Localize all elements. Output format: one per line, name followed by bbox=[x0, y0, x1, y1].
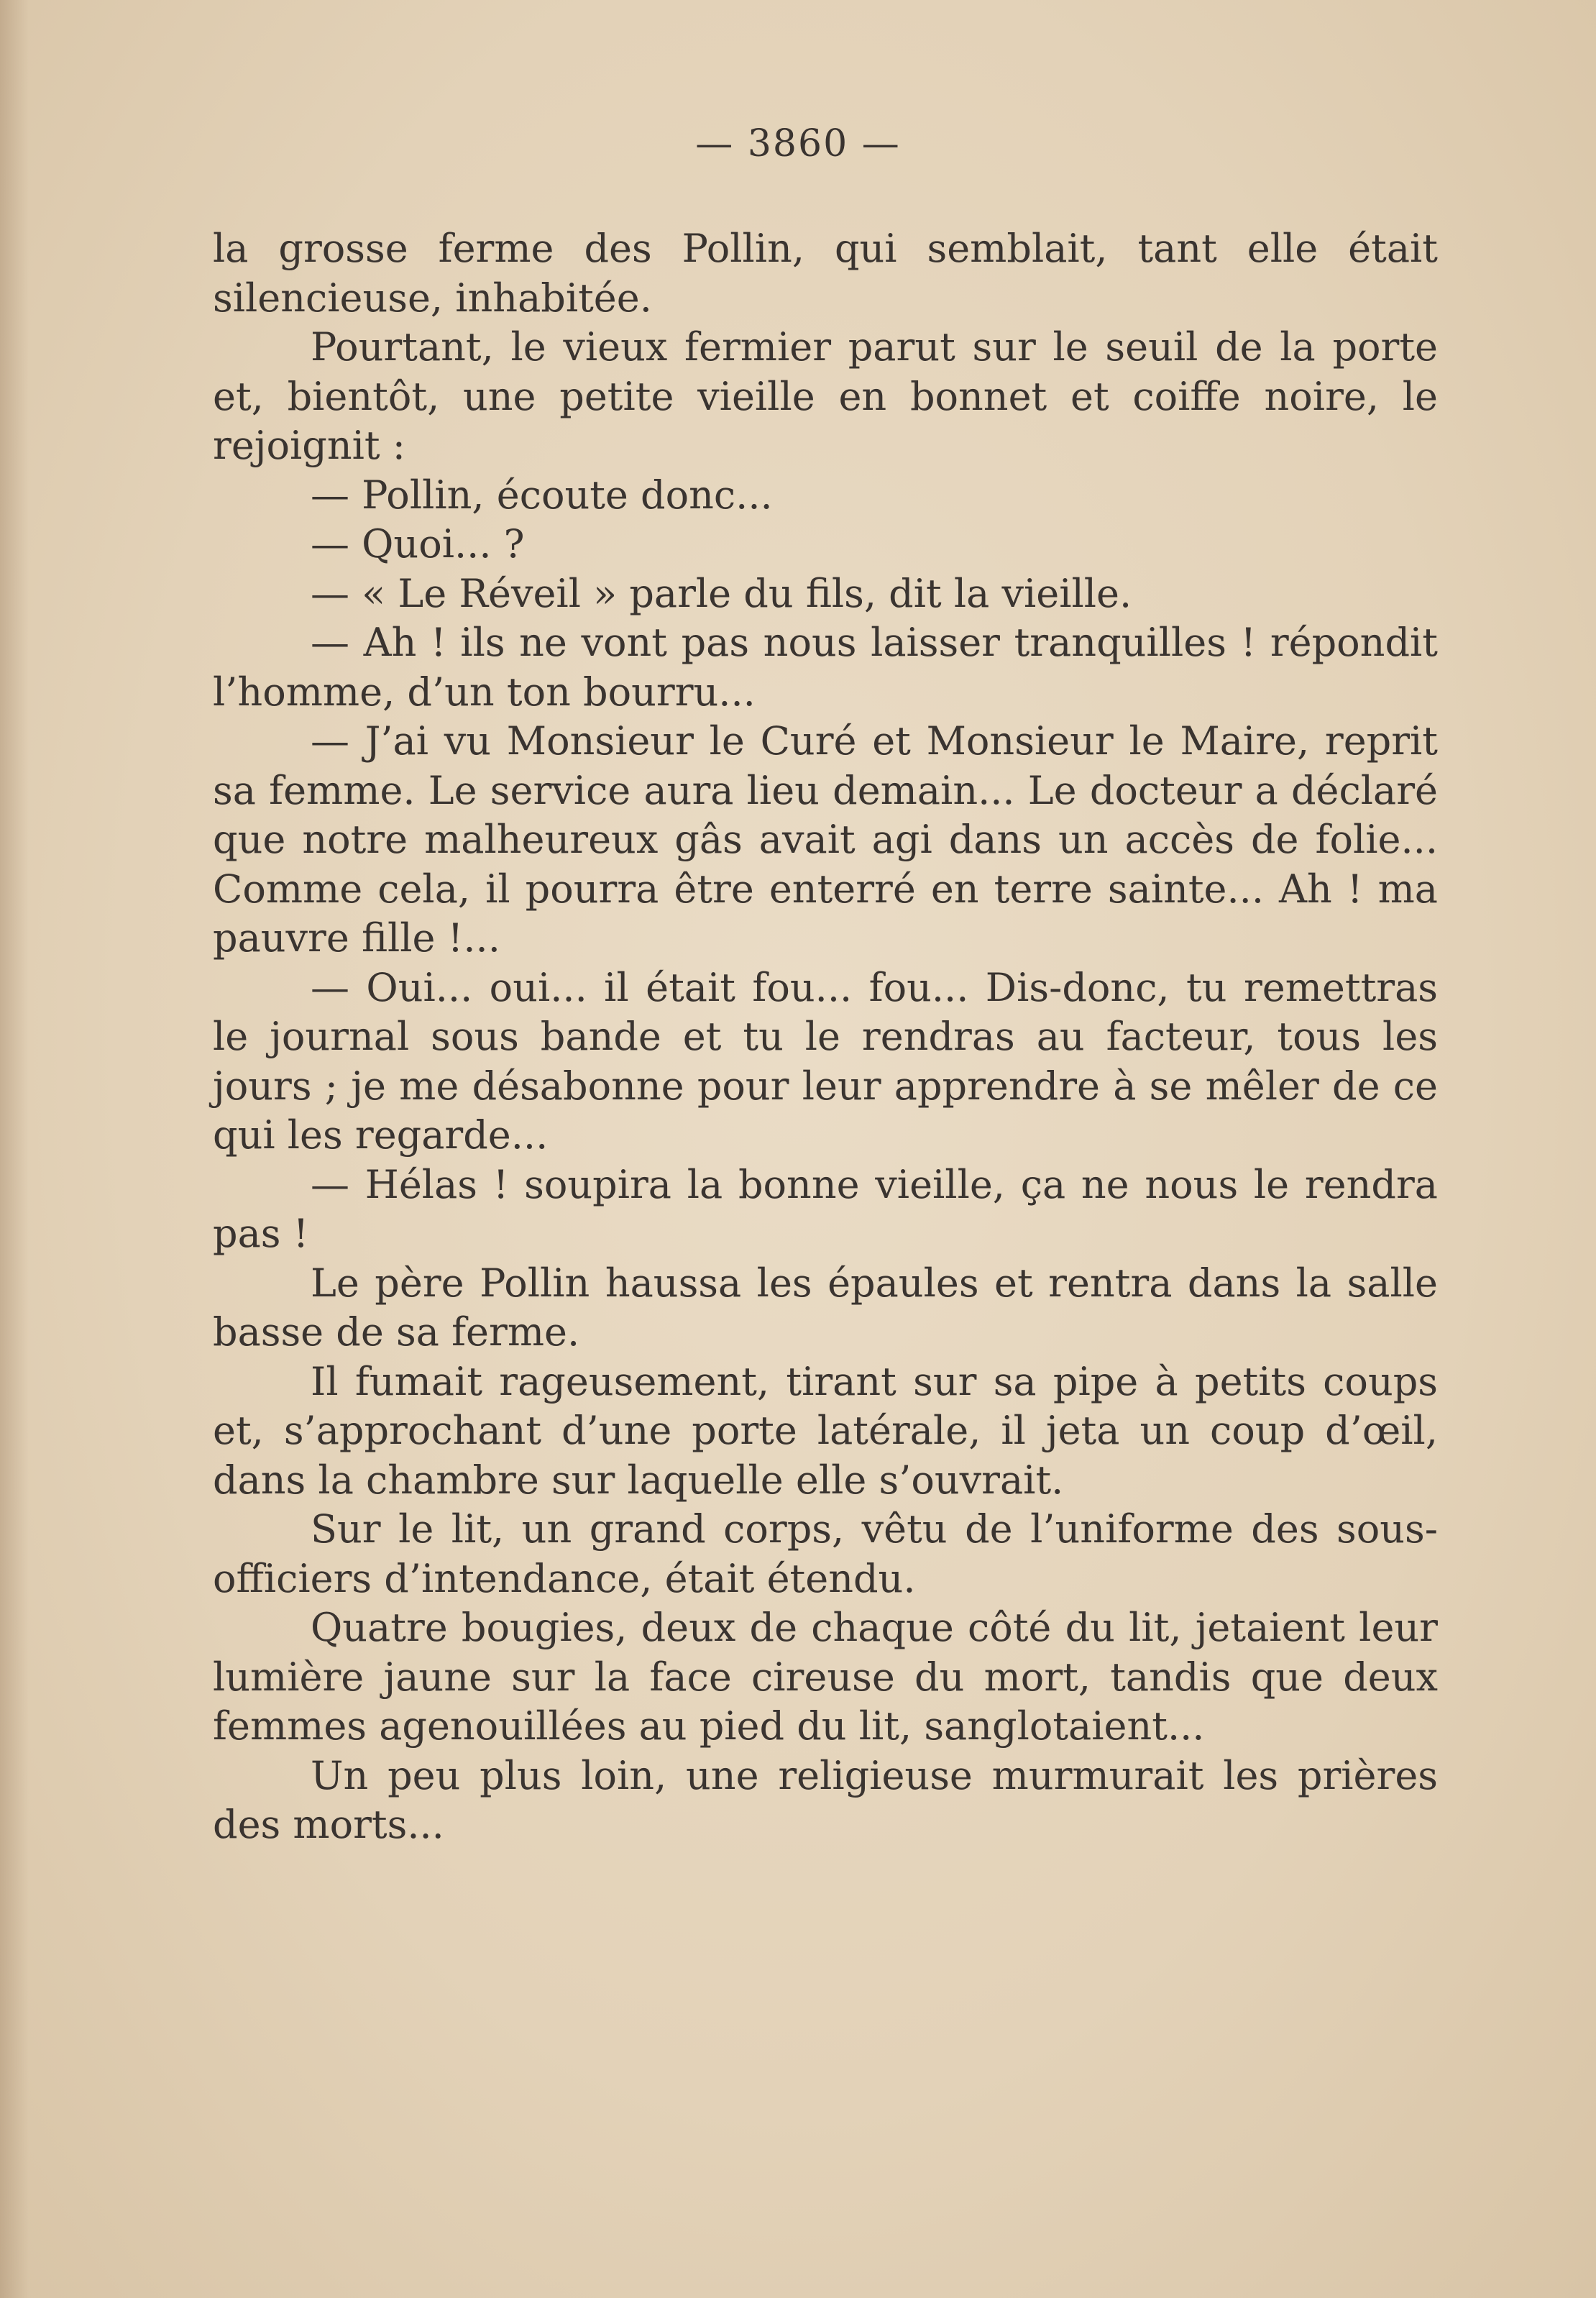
paragraph: Pourtant, le vieux fermier parut sur le seuil de la porte et, bientôt, une petite vieille en bonnet et coiffe noire, le rejoignit : bbox=[213, 324, 1438, 468]
paragraph: Quatre bougies, deux de chaque côté du lit, jetaient leur lumière jaune sur la face cireuse du mort, tandis que deux femmes agenouillées au pied du lit, sanglotaient... bbox=[213, 1605, 1438, 1749]
dialogue-line: — J’ai vu Monsieur le Curé et Monsieur le Maire, reprit sa femme. Le service aura lieu demain... Le docteur a déclaré que notre malheureux gâs avait agi dans un accès de folie... Comme cela, il pourra être enterré en terre sainte... Ah ! ma pauvre fille !... bbox=[213, 718, 1438, 961]
body-text bbox=[213, 224, 1438, 1850]
paragraph: la grosse ferme des Pollin, qui semblait, tant elle était silencieuse, inhabitée. bbox=[213, 226, 1438, 321]
paragraph: Le père Pollin haussa les épaules et rentra dans la salle basse de sa ferme. bbox=[213, 1260, 1438, 1355]
page-number: — 3860 — bbox=[695, 122, 901, 165]
dialogue-line: — Pollin, écoute donc... bbox=[311, 472, 773, 518]
dialogue-line: — « Le Réveil » parle du fils, dit la vieille. bbox=[311, 570, 1132, 616]
dialogue-line: — Oui... oui... il était fou... fou... Dis-donc, tu remettras le journal sous bande et tu le rendras au facteur, tous les jours ; je me désabonne pour leur apprendre à se mêler de ce qui les regarde... bbox=[213, 964, 1438, 1158]
paragraph: Un peu plus loin, une religieuse murmurait les prières des morts... bbox=[213, 1752, 1438, 1847]
paragraph: Il fumait rageusement, tirant sur sa pipe à petits coups et, s’approchant d’une porte latérale, il jeta un coup d’œil, dans la chambre sur laquelle elle s’ouvrait. bbox=[213, 1358, 1438, 1503]
dialogue-line: — Quoi... ? bbox=[311, 521, 525, 567]
dialogue-line: — Ah ! ils ne vont pas nous laisser tranquilles ! répondit l’homme, d’un ton bourru... bbox=[213, 620, 1438, 715]
page-edge-shadow bbox=[0, 0, 29, 2298]
dialogue-line: — Hélas ! soupira la bonne vieille, ça ne nous le rendra pas ! bbox=[213, 1161, 1438, 1256]
paragraph: Sur le lit, un grand corps, vêtu de l’uniforme des sous-officiers d’intendance, était étendu. bbox=[213, 1506, 1438, 1601]
